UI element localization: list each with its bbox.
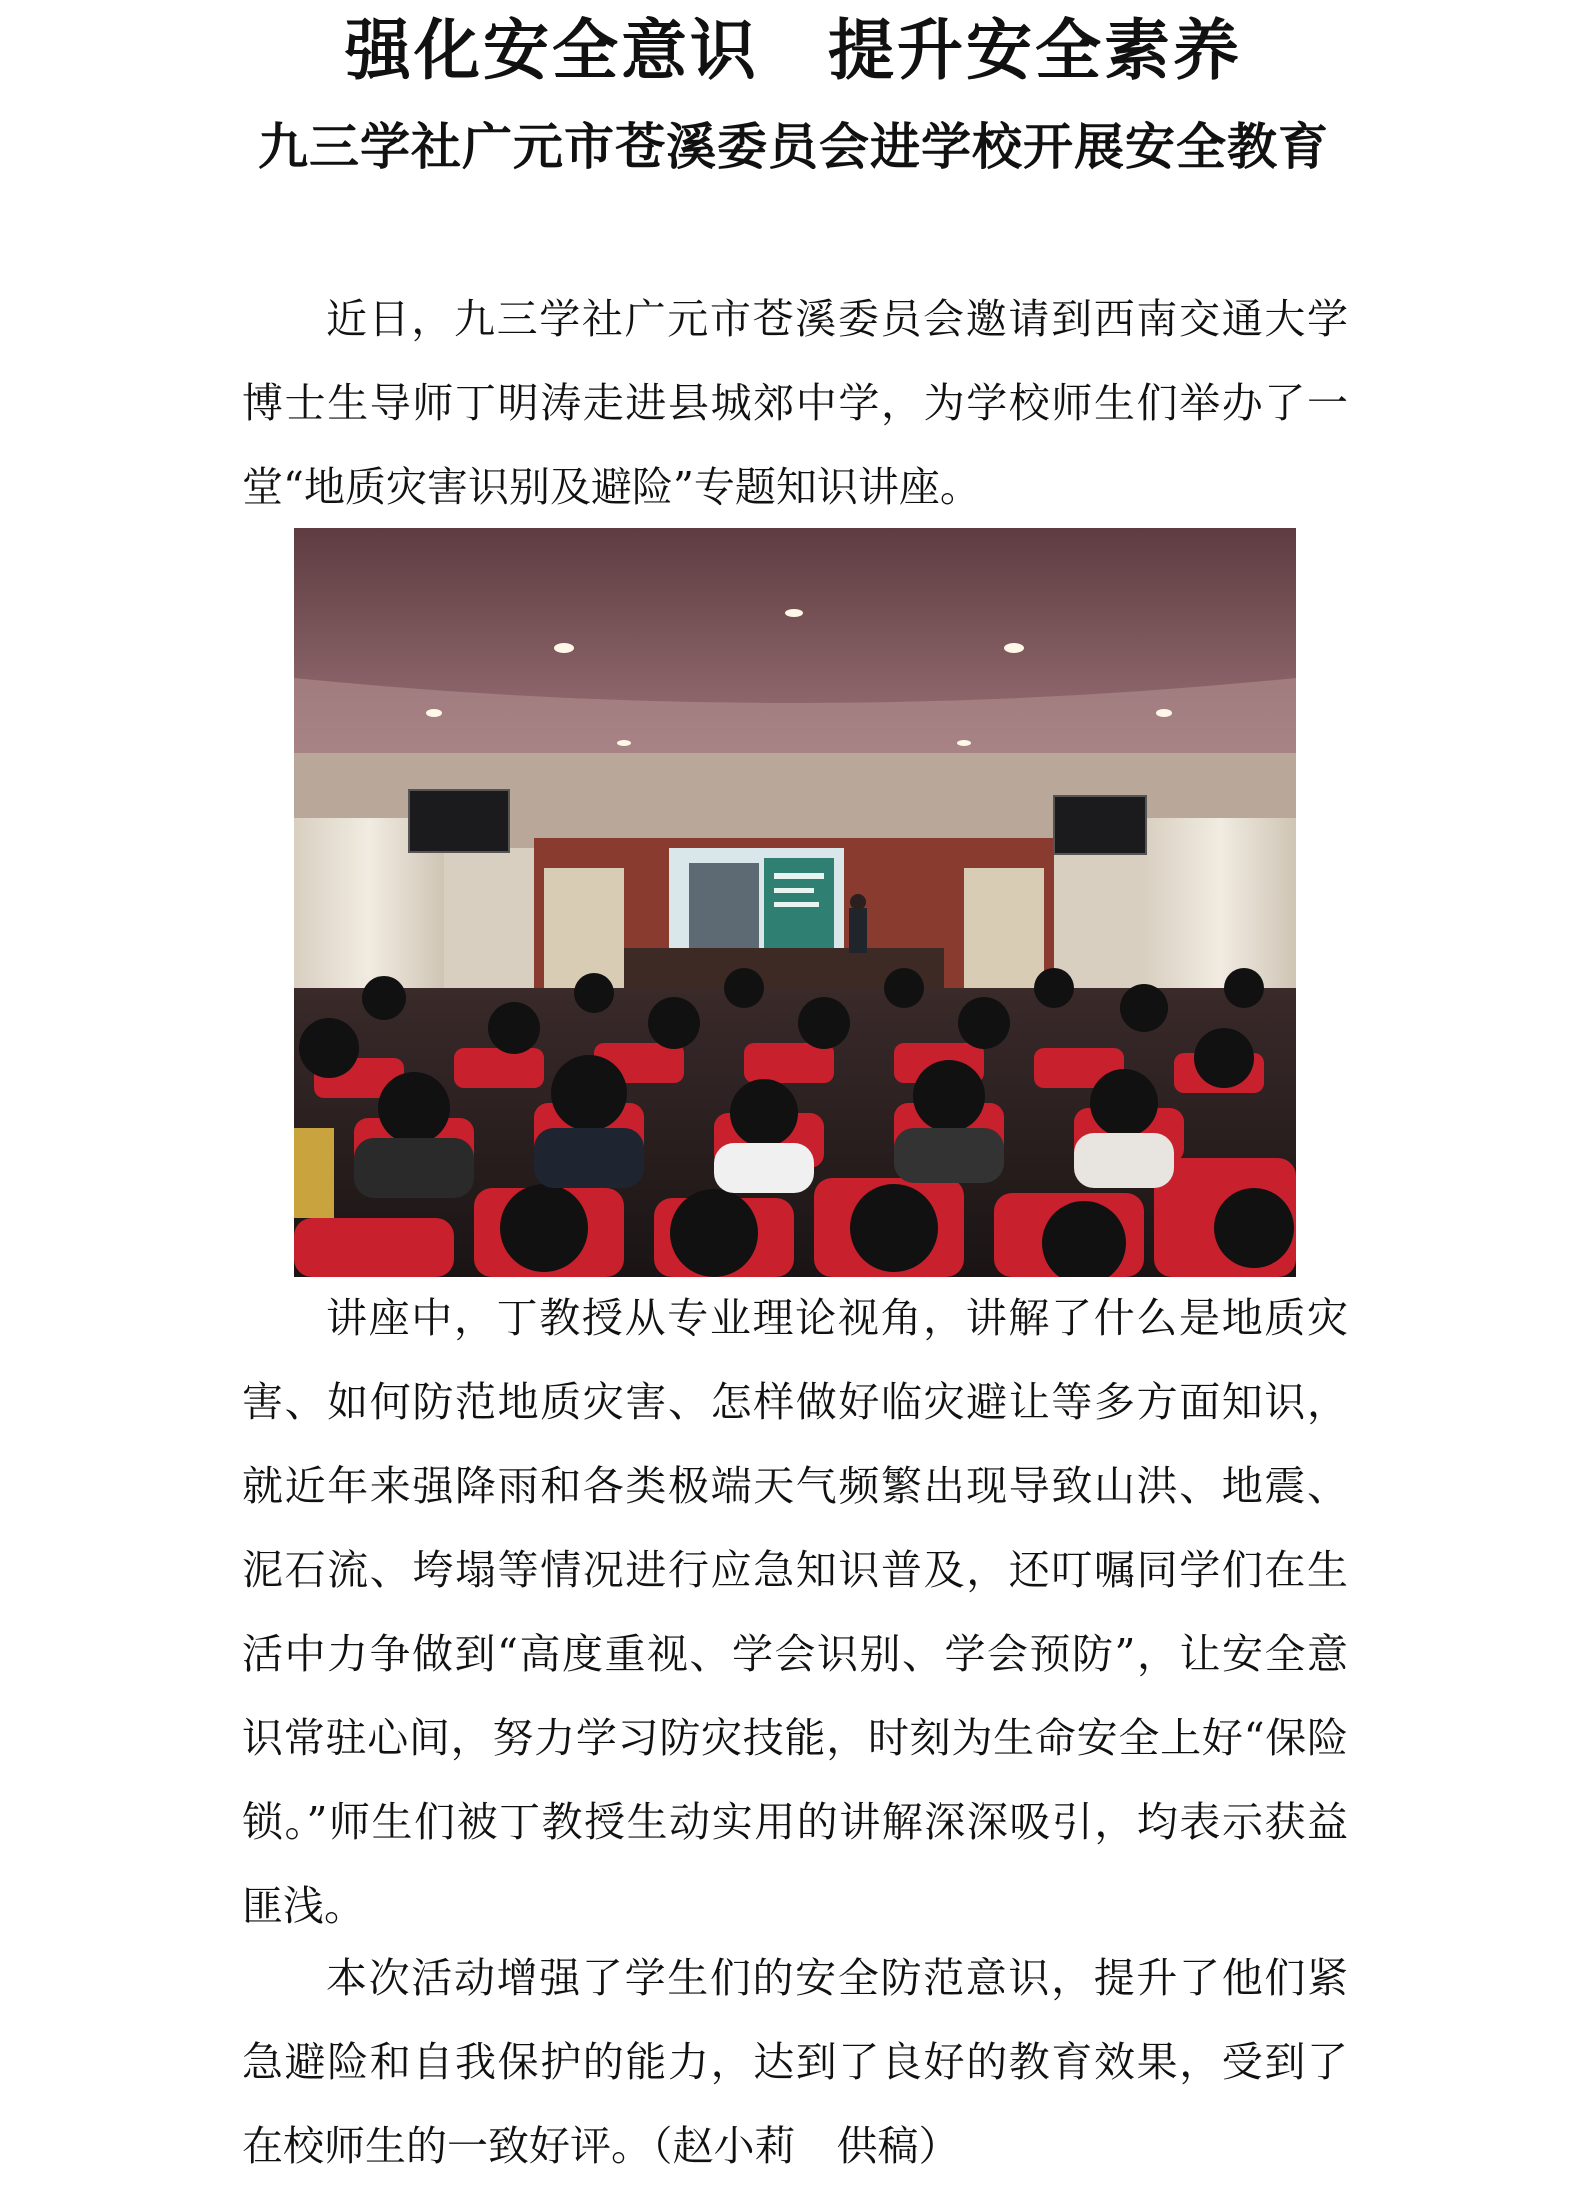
lecture-hall-illustration <box>294 528 1296 1277</box>
left-tv <box>409 790 509 852</box>
article-subtitle: 九三学社广元市苍溪委员会进学校开展安全教育 <box>258 117 1329 176</box>
article-title: 强化安全意识 提升安全素养 <box>345 11 1242 89</box>
lecture-hall-photo <box>294 528 1296 1277</box>
paragraph-2: 讲座中，丁教授从专业理论视角，讲解了什么是地质灾害、如何防范地质灾害、怎样做好临灾避让等多方面知识，就近年来强降雨和各类极端天气频繁出现导致山洪、地震、泥石流、垮塌等情况进行应急知识普及，还叮嘱同学们在生活中力争做到“高度重视、学会识别、学会预防”，让安全意识常驻心间，努力学习防灾技能，时刻为生命安全上好“保险锁。”师生们被丁教授生动实用的讲解深深吸引，均表示获益匪浅。 <box>242 1294 1348 1930</box>
right-tv <box>1054 796 1146 854</box>
paragraph-3: 本次活动增强了学生们的安全防范意识，提升了他们紧急避险和自我保护的能力，达到了良好的教育效果，受到了在校师生的一致好评。（赵小莉 供稿） <box>242 1954 1348 2170</box>
paragraph-1: 近日，九三学社广元市苍溪委员会邀请到西南交通大学博士生导师丁明涛走进县城郊中学，为学校师生们举办了一堂“地质灾害识别及避险”专题知识讲座。 <box>242 295 1348 511</box>
